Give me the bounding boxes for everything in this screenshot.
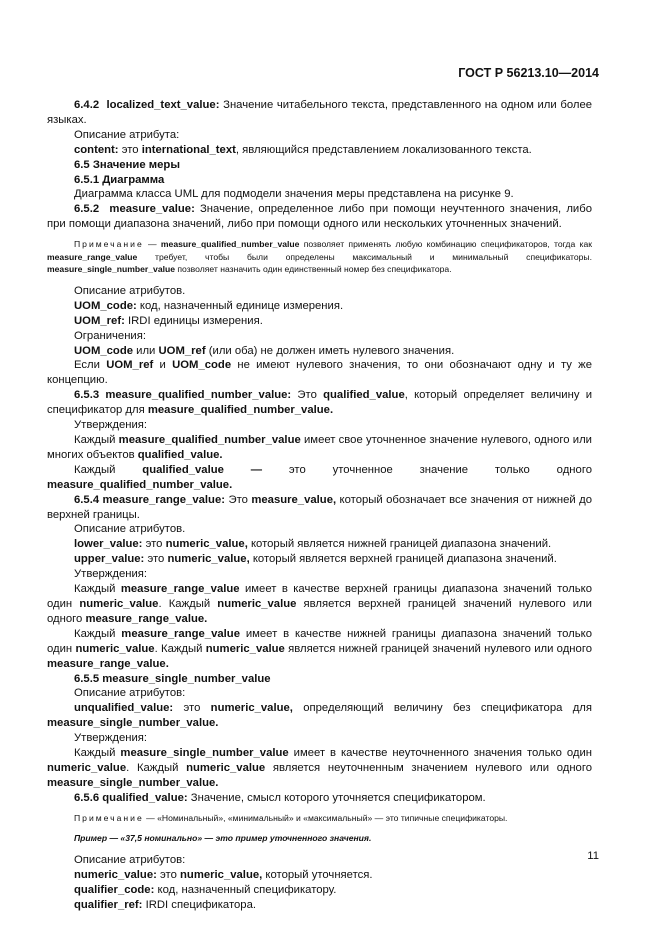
section-6-5-3: 6.5.3 measure_qualified_number_value: Это qualified_value, который определяет величину и спецификатор для measure_qualified_number_value. [47,389,592,417]
section-6-5-1-text: Диаграмма класса UML для подмодели значения меры представлена на рисунке 9. [74,188,514,201]
note-2: Примечание — «Номинальный», «минимальный» и «максимальный» — это типичные спецификаторы. [74,812,508,823]
section-6-4-2: 6.4.2 localized_text_value: Значение читабельного текста, представленного на одном или более языках. [47,99,593,126]
qualifier-ref-attr: qualifier_ref: IRDI спецификатора. [74,898,257,911]
attr-desc-heading: Описание атрибута: [74,128,180,141]
assertion-1: Каждый measure_qualified_number_value имеет свое уточненное значение нулевого, одного или многих объектов qualified_value. [47,434,592,461]
restriction-2: Если UOM_ref и UOM_code не имеют нулевого значения, то они обозначают одну и ту же концепцию. [47,359,592,387]
restrictions-heading: Ограничения: [74,329,146,342]
page-content [47,98,592,912]
unqualified-value-attr: unqualified_value: это numeric_value, определяющий величину без спецификатора для measure_single_number_value. [47,702,593,730]
document-header: ГОСТ Р 56213.10—2014 [458,66,599,80]
attr-desc-heading: Описание атрибутов. [74,284,186,297]
assertion-2: Каждый qualified_value — это уточненное значение только одного measure_qualified_number_value. [47,463,592,491]
assertions-heading: Утверждения: [74,568,148,581]
example: Пример — «37,5 номинально» — это пример уточненного значения. [74,833,372,844]
restriction-1: UOM_code или UOM_ref (или оба) не должен иметь нулевого значения. [74,344,455,357]
uom-code-attr: UOM_code: код, назначенный единице измерения. [74,299,344,312]
attr-desc-heading: Описание атрибутов: [74,687,186,700]
lower-value-attr: lower_value: это numeric_value, который является нижней границей диапазона значений. [74,538,552,551]
attr-desc-heading: Описание атрибутов. [74,523,186,536]
content-attr: content: это international_text, являющийся представлением локализованного текста. [74,143,532,156]
assertion-4: Каждый measure_range_value имеет в качестве нижней границы диапазона значений только один numeric_value. Каждый numeric_value является нижней границей значений нулевого или одного measure_range_value. [47,627,592,670]
uom-ref-attr: UOM_ref: IRDI единицы измерения. [74,314,263,327]
assertion-5: Каждый measure_single_number_value имеет в качестве неуточненного значения только один numeric_value. Каждый numeric_value является неуточненным значением нулевого или одного measure_single_number_value. [47,747,592,789]
upper-value-attr: upper_value: это numeric_value, который является верхней границей диапазона значений. [74,553,557,566]
section-6-5-2: 6.5.2 measure_value: Значение, определенное либо при помощи неучтенного значения, либо при помощи диапазона значений, либо при помощи одного или нескольких уточненных значений. [47,203,592,231]
section-6-5-1-heading: 6.5.1 Диаграмма [74,173,165,186]
section-6-5-6: 6.5.6 qualified_value: Значение, смысл которого уточняется спецификатором. [74,791,486,804]
section-6-5-5-heading: 6.5.5 measure_single_number_value [74,672,271,685]
assertion-3: Каждый measure_range_value имеет в качестве верхней границы диапазона значений только один numeric_value. Каждый numeric_value является верхней границей значений нулевого или одного measure_range_value. [47,583,592,625]
attr-desc-heading: Описание атрибутов: [74,853,186,866]
section-6-5-heading: 6.5 Значение меры [74,158,180,171]
numeric-value-attr: numeric_value: это numeric_value, который уточняется. [74,868,373,881]
note-1: Примечание — measure_qualified_number_value позволяет применять любую комбинацию спецификаторов, тогда как measure_range_value требует, чтобы были определены максимальный и минимальный спецификаторы. measure_single_number_value позволяет назначить один единственный номер без спецификатора. [47,239,592,275]
page-number: 11 [587,850,599,862]
section-6-5-4: 6.5.4 measure_range_value: Это measure_value, который обозначает все значения от нижней до верхней границы. [47,493,593,521]
qualifier-code-attr: qualifier_code: код, назначенный спецификатору. [74,883,337,896]
assertions-heading: Утверждения: [74,732,148,745]
assertions-heading: Утверждения: [74,419,148,432]
